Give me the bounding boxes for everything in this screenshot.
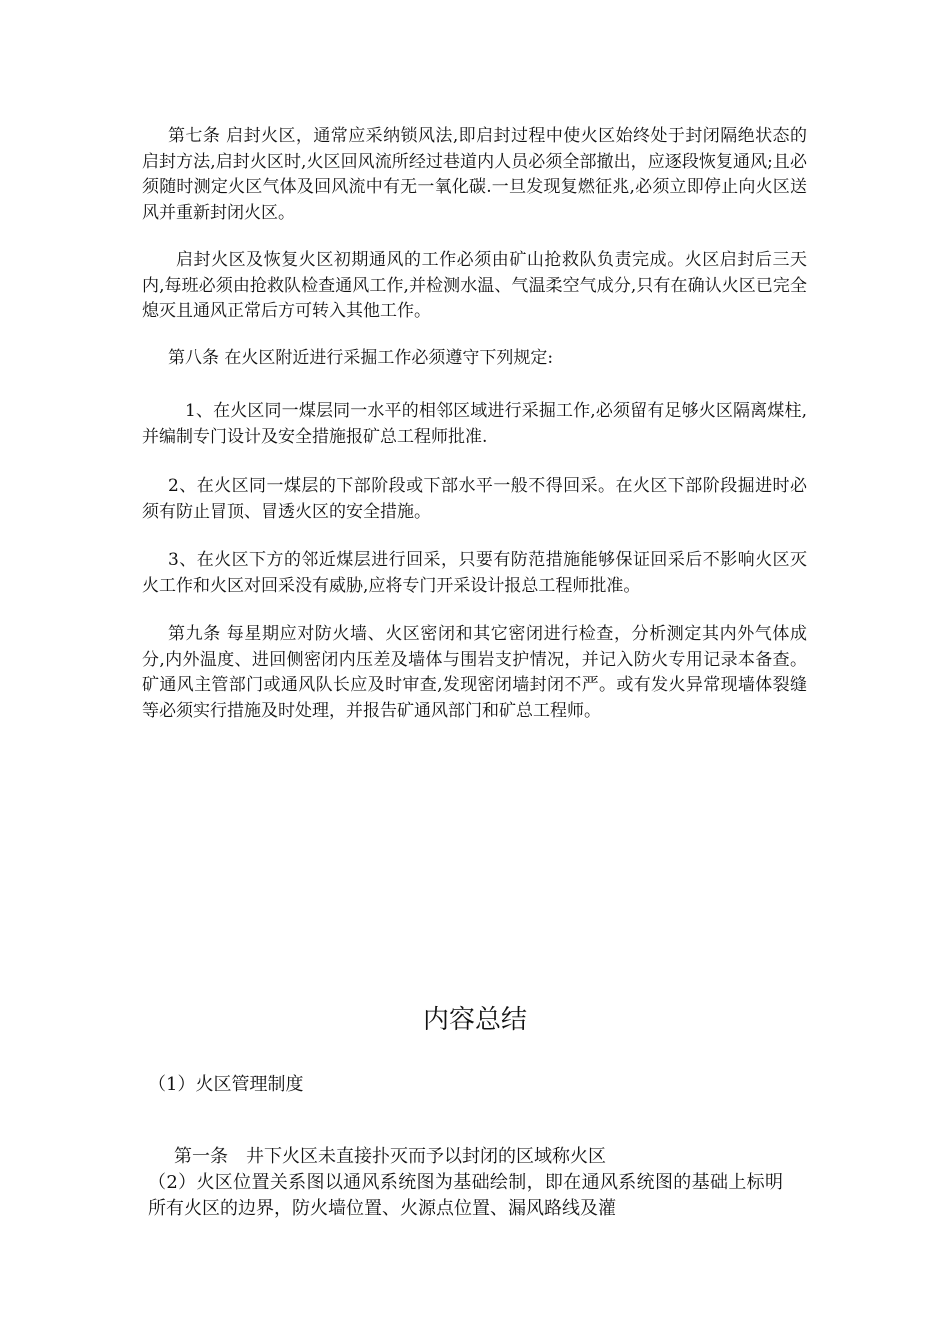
article-9-paragraph: 第九条 每星期应对防火墙、火区密闭和其它密闭进行检查，分析测定其内外气体成分,内外温度、进回侧密闭内压差及墙体与围岩支护情况，并记入防火专用记录本备查。矿通风主管部门或通风队长应及时审查,发现密闭墙封闭不严。或有发火异常现墙体裂缝等必须实行措施及时处理，并报告矿通风部门和矿总工程师。	[142, 624, 807, 721]
summary-item-2: 第一条 井下火区未直接扑灭而予以封闭的区域称火区	[174, 1146, 606, 1167]
summary-item-1: （1）火区管理制度	[148, 1074, 304, 1095]
article-8-heading-paragraph: 第八条 在火区附近进行采掘工作必须遵守下列规定:	[168, 348, 554, 368]
summary-item-3: （2）火区位置关系图以通风系统图为基础绘制，即在通风系统图的基础上标明所有火区的边界，防火墙位置、火源点位置、漏风路线及灌	[148, 1172, 783, 1219]
rule-2-paragraph: 2、在火区同一煤层的下部阶段或下部水平一般不得回采。在火区下部阶段掘进时必须有防止冒顶、冒透火区的安全措施。	[142, 476, 807, 522]
rule-1-paragraph: 1、在火区同一煤层同一水平的相邻区域进行采掘工作,必须留有足够火区隔离煤柱,并编制专门设计及安全措施报矿总工程师批准.	[142, 401, 807, 447]
summary-title: 内容总结	[422, 1005, 527, 1035]
article-7-paragraph: 第七条 启封火区，通常应采纳锁风法,即启封过程中使火区始终处于封闭隔绝状态的启封方法,启封火区时,火区回风流所经过巷道内人员必须全部撤出，应逐段恢复通风;且必须随时测定火区气体及回风流中有无一氧化碳.一旦发现复燃征兆,必须立即停止向火区送风并重新封闭火区。	[142, 126, 807, 223]
rule-3-paragraph: 3、在火区下方的邻近煤层进行回采，只要有防范措施能够保证回采后不影响火区灭火工作和火区对回采没有威胁,应将专门开采设计报总工程师批准。	[142, 550, 807, 596]
reopening-ventilation-paragraph: 启封火区及恢复火区初期通风的工作必须由矿山抢救队负责完成。火区启封后三天内,每班必须由抢救队检查通风工作,并检测水温、气温柔空气成分,只有在确认火区已完全熄灭且通风正常后方可转入其他工作。	[142, 250, 807, 321]
